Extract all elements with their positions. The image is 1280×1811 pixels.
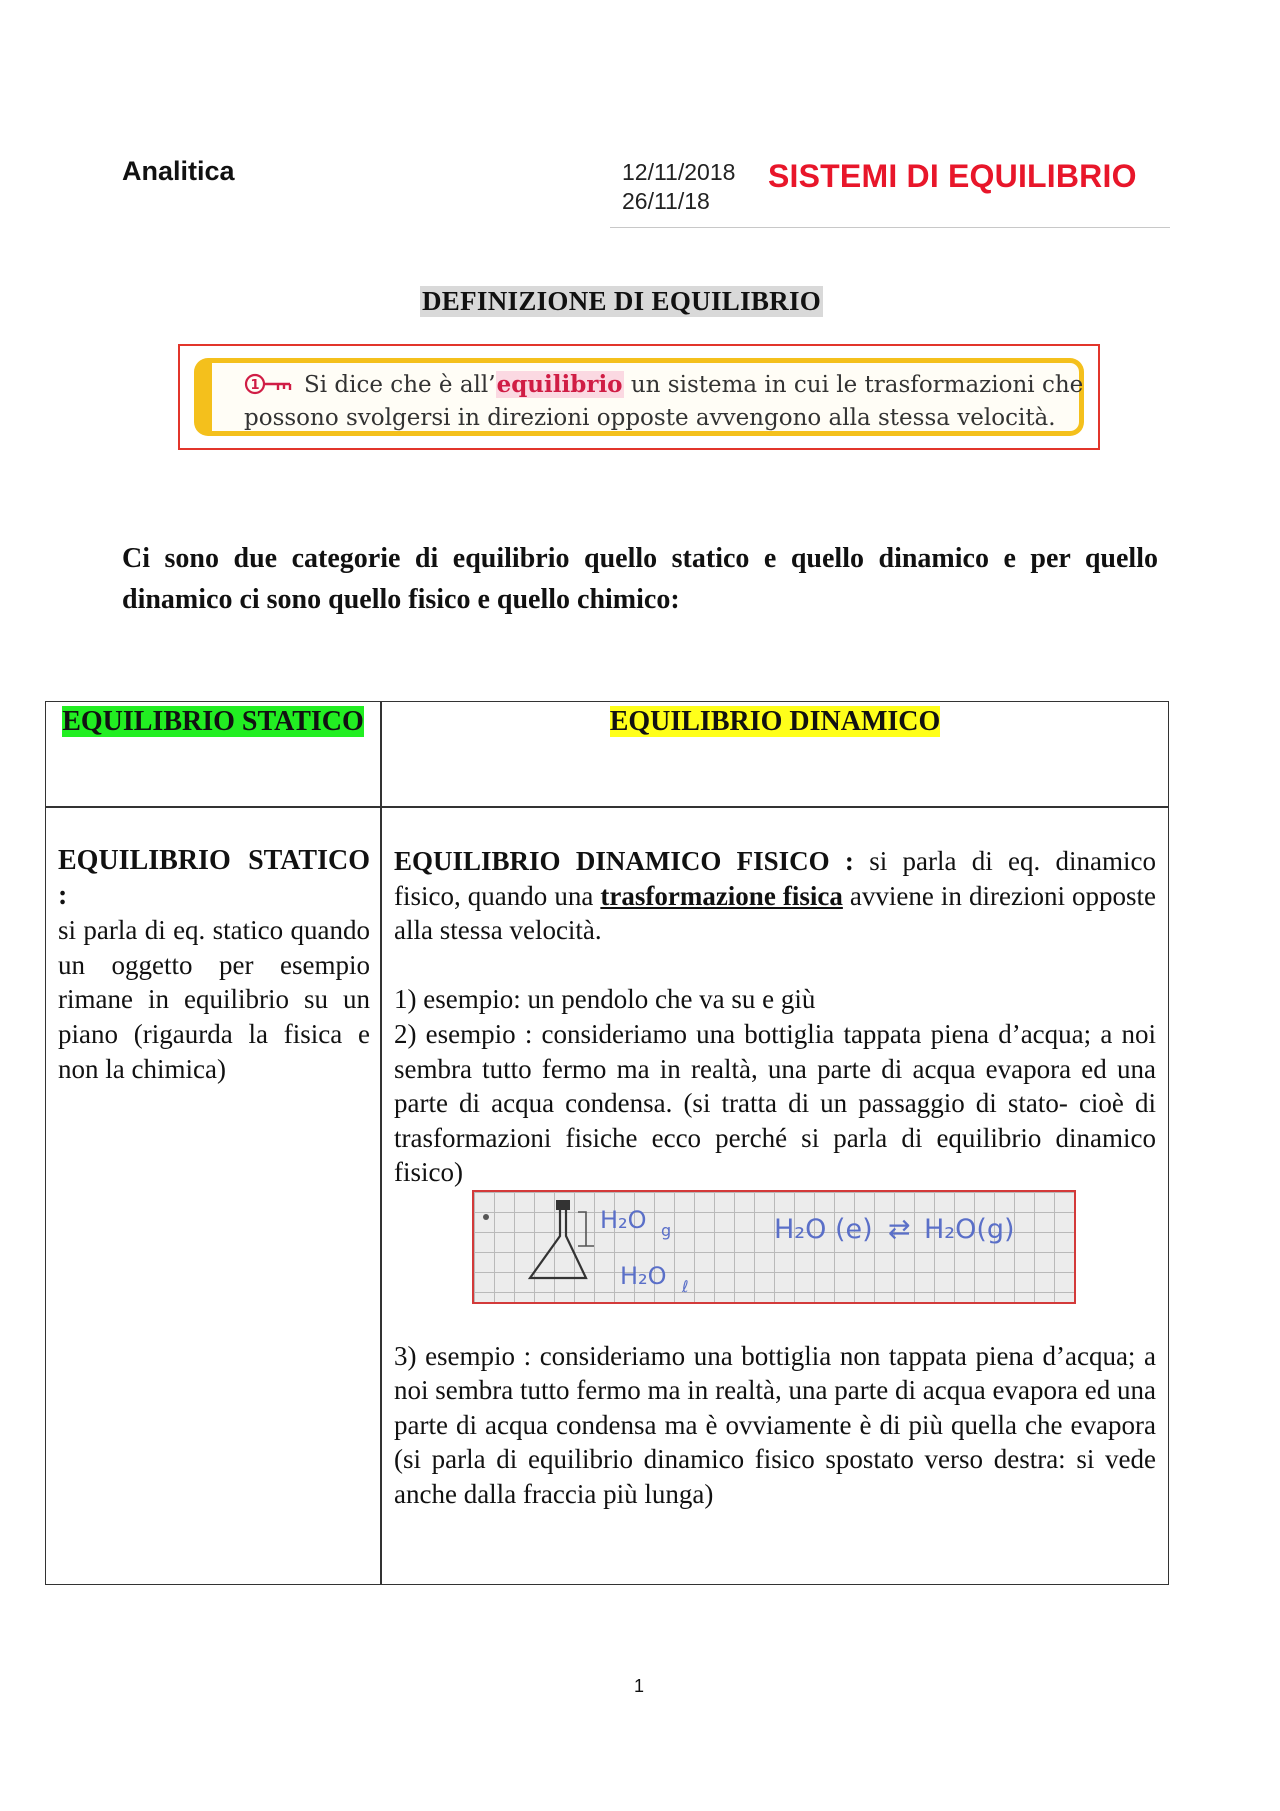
dynamic-keyword: trasformazione fisica bbox=[600, 880, 843, 911]
definition-frame bbox=[194, 358, 1084, 436]
sketch-label-liquid-sub: ℓ bbox=[682, 1276, 689, 1296]
equation-arrow: ⇄ bbox=[888, 1213, 911, 1245]
example-1: 1) esempio: un pendolo che va su e giù bbox=[394, 984, 816, 1015]
dynamic-intro-a: si parla di eq. dinamico fisico, quando una bbox=[394, 846, 1156, 911]
dynamic-intro bbox=[394, 844, 1156, 948]
dynamic-subtitle: EQUILIBRIO DINAMICO FISICO : bbox=[394, 846, 854, 876]
sketch-drawing bbox=[474, 1192, 1074, 1302]
subject-label: Analitica bbox=[122, 156, 235, 186]
header-dynamic-label: EQUILIBRIO DINAMICO bbox=[609, 706, 941, 737]
definition-box bbox=[178, 344, 1100, 450]
example-2: 2) esempio : consideriamo una bottiglia tappata piena d’acqua; a noi sembra tutto fermo ma in realtà, una parte di acqua evapora ed una parte di acqua condensa. (si tratta di un passaggio di stato- cioè di trasformazioni fisiche ecco perché si parla di equilibrio dinamico fisico) bbox=[394, 1018, 1156, 1188]
header-static bbox=[46, 702, 380, 739]
dynamic-intro-b: avviene in direzioni opposte alla stessa velocità. bbox=[394, 880, 1156, 946]
handwritten-sketch bbox=[472, 1190, 1076, 1304]
definition-keyword: equilibrio bbox=[496, 371, 623, 398]
svg-text:1: 1 bbox=[250, 378, 260, 393]
dynamic-cell bbox=[394, 844, 1156, 1512]
header-divider bbox=[610, 227, 1170, 228]
static-text: si parla di eq. statico quando un oggetto per esempio rimane in equilibrio su un piano (rigaurda la fisica e non la chimica) bbox=[58, 915, 370, 1084]
flask-icon bbox=[530, 1206, 586, 1278]
intro-paragraph: Ci sono due categorie di equilibrio quello statico e quello dinamico e per quello dinamico ci sono quello fisico e quello chimico: bbox=[122, 543, 1158, 615]
definition-text-after: un sistema in cui le trasformazioni che possono svolgersi in direzioni opposte avvengono alla stessa velocità. bbox=[244, 372, 1084, 431]
date-first: 12/11/2018 bbox=[622, 159, 736, 185]
sketch-label-gas-sub: g bbox=[661, 1220, 672, 1240]
flask-cap bbox=[556, 1200, 570, 1210]
sketch-label-liquid: H₂O bbox=[620, 1261, 667, 1290]
static-cell bbox=[58, 844, 370, 1086]
dates bbox=[622, 158, 735, 216]
definition-text bbox=[244, 370, 1094, 433]
table-header-divider bbox=[46, 806, 1168, 808]
section-title: DEFINIZIONE DI EQUILIBRIO bbox=[422, 286, 822, 316]
key-icon bbox=[244, 373, 294, 403]
static-subtitle: EQUILIBRIO STATICO : bbox=[58, 845, 370, 911]
header-static-label: EQUILIBRIO STATICO bbox=[62, 706, 364, 737]
example-3: 3) esempio : consideriamo una bottiglia non tappata piena d’acqua; a noi sembra tutto fermo ma in realtà, una parte di acqua evapora ed una parte di acqua condensa ma è ovviamente è di più quella che evapora (si parla di equilibrio dinamico fisico spostato verso destra: si vede anche dalla fraccia più lunga) bbox=[394, 1340, 1156, 1509]
equation-left: H₂O (e) bbox=[774, 1213, 873, 1245]
equilibrium-table bbox=[45, 701, 1169, 1585]
date-second: 26/11/18 bbox=[622, 188, 710, 214]
page-number: 1 bbox=[634, 1676, 645, 1696]
definition-text-before: Si dice che è all’ bbox=[304, 372, 496, 398]
header-dynamic bbox=[382, 702, 1168, 739]
sketch-label-gas: H₂O bbox=[600, 1205, 647, 1234]
document-title: SISTEMI DI EQUILIBRIO bbox=[768, 158, 1137, 194]
sketch-dot bbox=[483, 1214, 489, 1220]
table-column-divider bbox=[380, 702, 382, 1584]
equation-right: H₂O(g) bbox=[924, 1213, 1015, 1245]
